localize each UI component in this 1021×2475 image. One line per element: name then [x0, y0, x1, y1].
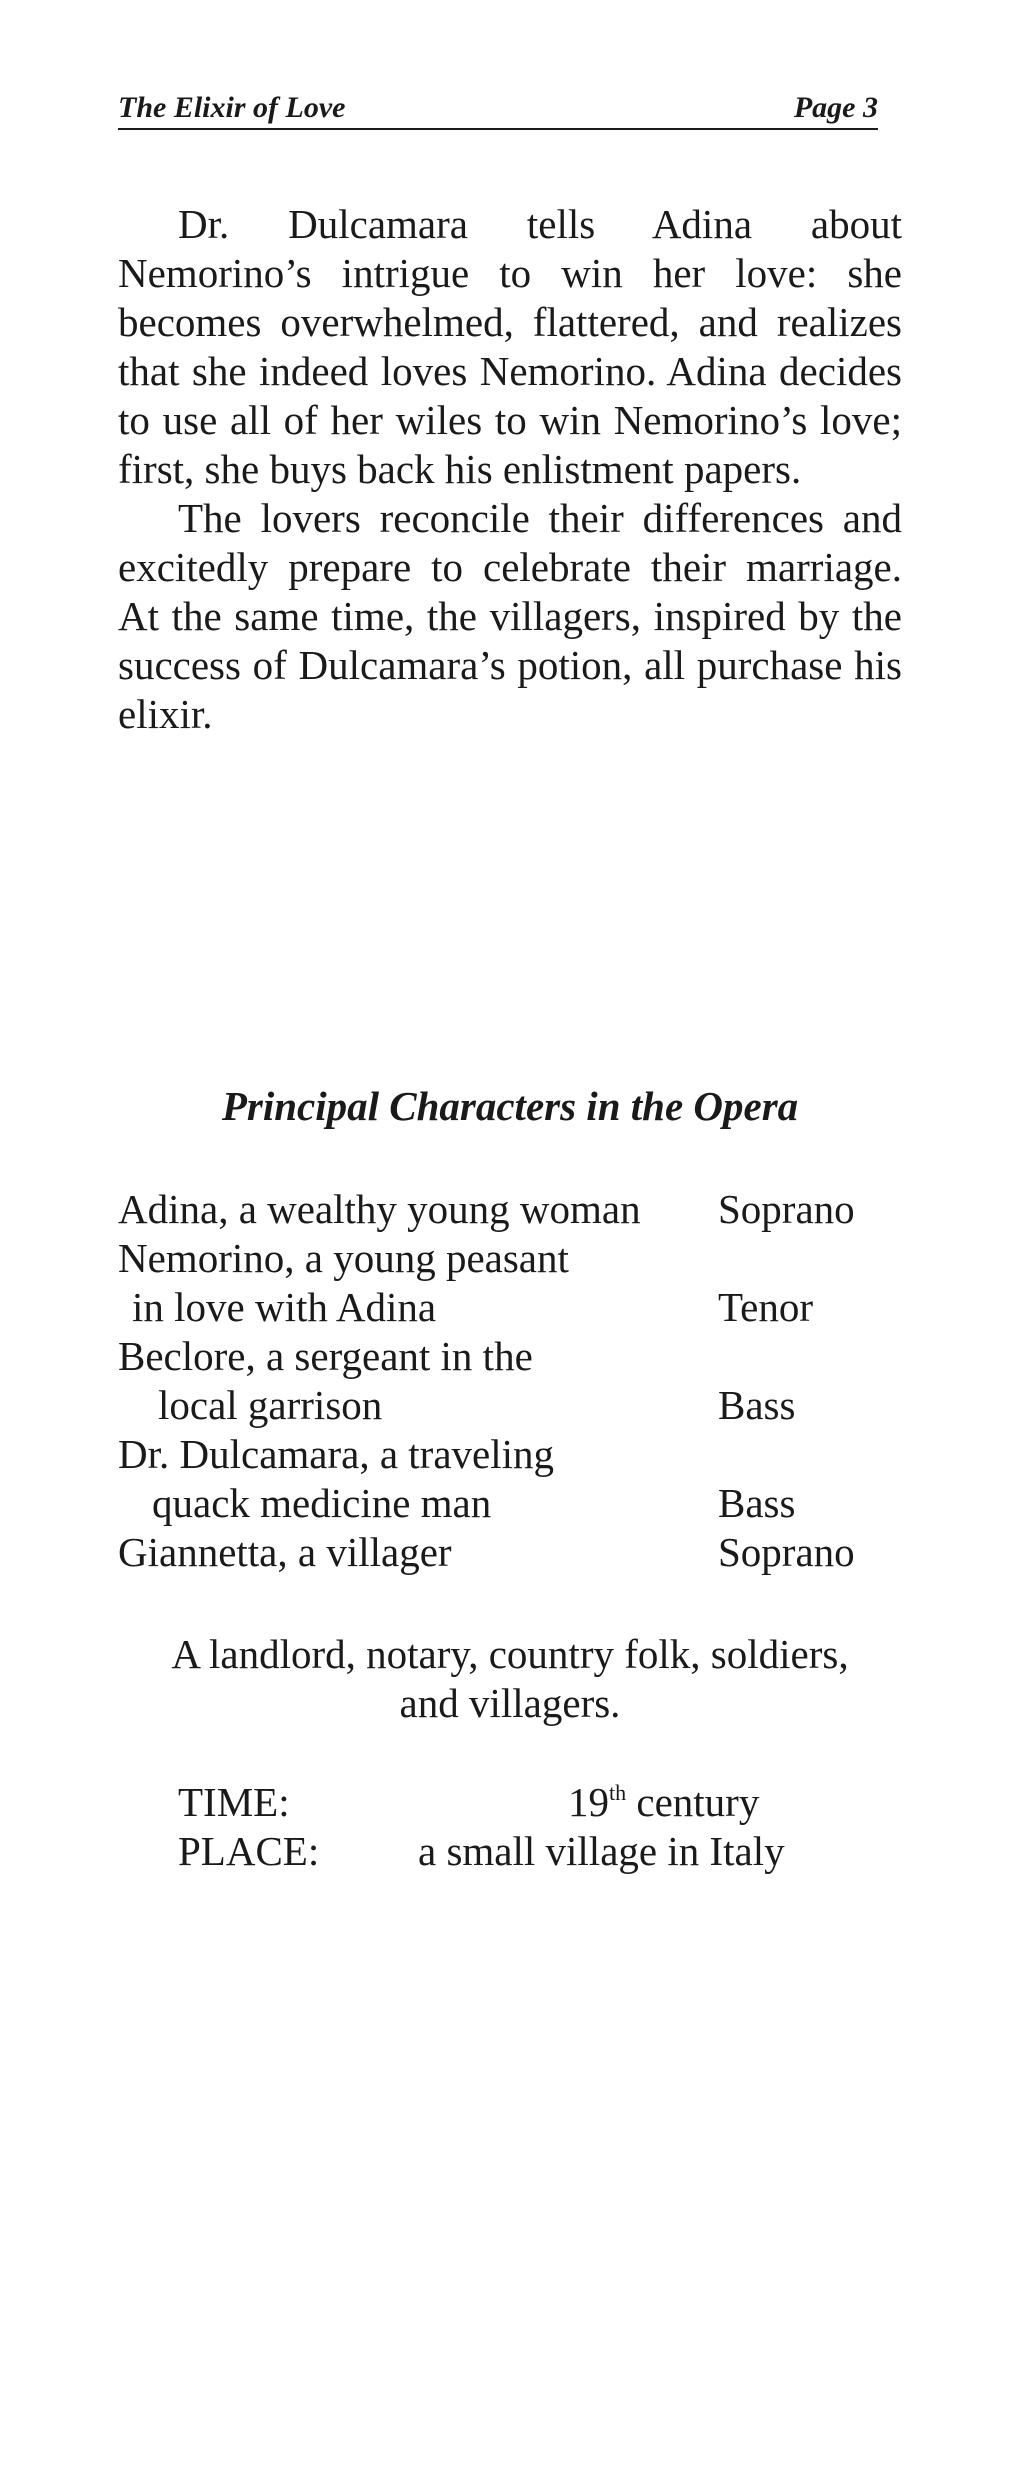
- chorus-line: A landlord, notary, country folk, soldiers,: [171, 1631, 849, 1677]
- chorus-line: and villagers.: [399, 1680, 621, 1726]
- character-row: [118, 1332, 918, 1381]
- character-voice: Soprano: [718, 1529, 855, 1575]
- character-row: [118, 1283, 918, 1332]
- chorus-description: [118, 1630, 902, 1728]
- place-value: a small village in Italy: [418, 1828, 785, 1874]
- place-label: PLACE:: [178, 1828, 320, 1874]
- character-name: Giannetta, a villager: [118, 1529, 452, 1575]
- time-value-number: 19: [568, 1779, 609, 1825]
- character-name: Adina, a wealthy young woman: [118, 1186, 641, 1232]
- character-voice: Soprano: [718, 1186, 855, 1232]
- characters-list: [118, 1185, 918, 1577]
- character-row: [118, 1234, 918, 1283]
- time-value-rest: century: [626, 1779, 760, 1825]
- setting-place-row: [178, 1827, 878, 1876]
- character-name: Nemorino, a young peasant: [118, 1235, 569, 1281]
- character-name: in love with Adina: [132, 1284, 437, 1330]
- setting-time-row: [178, 1778, 878, 1827]
- character-row: [118, 1528, 918, 1577]
- header-title: The Elixir of Love: [118, 91, 346, 124]
- time-value: [568, 1778, 759, 1827]
- character-row: [118, 1430, 918, 1479]
- time-label: TIME:: [178, 1779, 290, 1825]
- character-name: Beclore, a sergeant in the: [118, 1333, 533, 1379]
- synopsis-text: [118, 200, 902, 739]
- page-header: [118, 88, 878, 130]
- characters-heading: Principal Characters in the Opera: [221, 1083, 799, 1129]
- synopsis-paragraph: The lovers reconcile their differences and excitedly prepare to celebrate their marriage. At the same time, the villagers, inspired by the success of Dulcamara’s potion, all purchase his elixir.: [118, 495, 902, 737]
- character-name: quack medicine man: [152, 1480, 492, 1526]
- setting-block: [178, 1778, 878, 1876]
- character-name: local garrison: [158, 1382, 383, 1428]
- character-voice: Bass: [718, 1480, 796, 1526]
- time-value-suffix: th: [609, 1780, 627, 1805]
- character-row: [118, 1479, 918, 1528]
- character-name: Dr. Dulcamara, a traveling: [118, 1431, 555, 1477]
- character-voice: Tenor: [718, 1284, 814, 1330]
- character-row: [118, 1185, 918, 1234]
- character-row: [118, 1381, 918, 1430]
- synopsis-paragraph: Dr. Dulcamara tells Adina about Nemorino’s intrigue to win her love: she becomes overwhelmed, flattered, and realizes that she indeed loves Nemorino. Adina decides to use all of her wiles to win Nemorino’s love; first, she buys back his enlistment papers.: [118, 201, 902, 492]
- character-voice: Bass: [718, 1382, 796, 1428]
- header-page-number: Page 3: [793, 91, 878, 124]
